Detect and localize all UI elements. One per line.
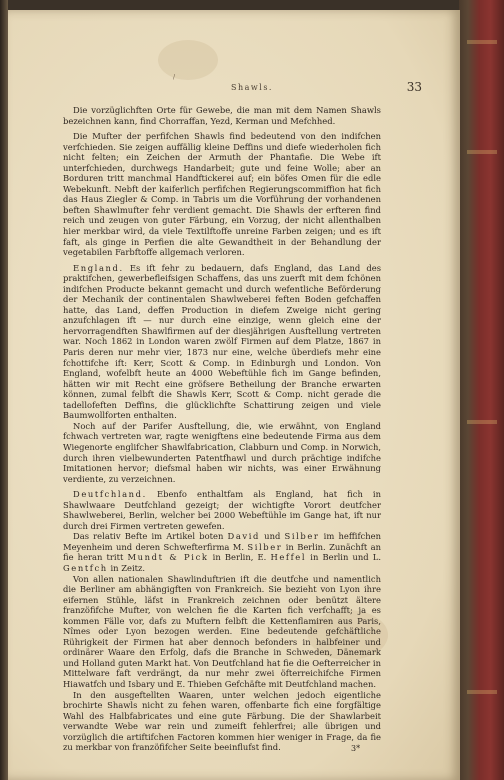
- text-run: Das relativ Befte im Artikel boten: [73, 531, 228, 542]
- text-run: Noch auf der Parifer Ausftellung, die, wie erwähnt, von England fchwach vertreten war, ragte wenigftens eine bedeutende Firma aus dem Wiegenorte englifcher Shawlfabrication, Clabburn und Comp. in Norwich, durch ihren vielbewunderten Patentfhawl und durch prächtige indifche Imitationen hervor; diefsmal haben wir nichts, was einer Erwähnung verdiente, zu verzeichnen.: [63, 420, 381, 484]
- paragraph: [63, 421, 381, 484]
- binding-band: [467, 420, 497, 424]
- text-run: In den ausgeftellten Waaren, unter welchen jedoch eigentliche brochirte Shawls nicht zu fehen waren, offenbarte fich eine forgfältige Wahl des Halbfabricates und eine gute Färbung. Die der Shawlarbeit verwandte Webe war rein und zumeift fehlerfrei; alle übrigen und vorzüglich die artiftifchen Factoren kommen hier weniger in Frage, da fie zu merkbar von franzöfifcher Seite beeinflufst find.: [63, 689, 381, 753]
- text-run: in Berlin. Zunächft an fie heran tritt: [63, 541, 381, 563]
- paragraph: [63, 690, 381, 753]
- book-binding: [459, 0, 504, 780]
- text-run: Von allen nationalen Shawlinduftrien ift die deutfche und namentlich die Berliner am abhängigften von Frankreich. Sie bezieht von Lyon ihre eifernen Stühle, läfst in Frankreich zeichnen oder benützt ältere franzöfifche Mufter, von welchen fie die Karten fich verfchafft; ja es kommen Fälle vor, dafs zu Muftern felbft die Kettenflamiren aus Paris, Nîmes oder Lyon bezogen werden. Eine bedeutende gefchäftliche Rührigkeit der Firmen hat aber dennoch befonders in halbfeiner und ordinärer Waare den Erfolg, dafs die Branche in Schweden, Dänemark und Holland guten Markt hat. Von Deutfchland hat fie die Oefterreicher in Mittelware faft verdrängt, da nur mehr zwei öfterreichifche Firmen Hiawatfch und Isbary und E. Thieben Gefchäfte mit Deutfchland machen.: [63, 573, 381, 689]
- text-run: Es ift fehr zu bedauern, dafs England, das Land des praktifchen, gewerbefleifsigen Schaffens, das uns zuerft mit dem fchönen indifchen Producte bekannt gemacht und durch wefentliche Beförderung der Mechanik der continentalen Shawlweberei feften Boden gefchaffen hatte, das Land, deffen Production in diefem Zweige nicht gering anzufchlagen ift — nur durch eine einzige, wenn gleich eine der hervorragendften Shawlfirmen auf der diesjährigen Ausftellung vertreten war. Noch 1862 in London waren zwölf Firmen auf dem Platze, 1867 in Paris deren nur mehr vier, 1873 nur eine, welche überdiefs mehr eine fchottifche ift: Kerr, Scott & Comp. in Edinburgh und London. Von England, wofelbft heute an 4000 Webeftühle fich im Gange befinden, hätten wir mit Recht eine gröfsere Betheilung der Branche erwarten können, zumal felbft die Shawls Kerr, Scott & Comp. nicht gerade die tadellofeften Deffins, die glücklichfte Schattirung zeigen und viele Baumwollforten enthalten.: [63, 262, 381, 421]
- paragraph: [63, 574, 381, 690]
- spaced-name: Silber: [284, 531, 320, 542]
- text-run: im heffifchen Meyenheim und deren Schwefterfirma M.: [63, 531, 381, 552]
- text-run: in Berlin, E.: [208, 552, 271, 563]
- text-run: Ebenfo enthaltfam als England, hat fich in Shawlwaare Deutfchland gezeigt; der wichtigfte Vorort deutfcher Shawlweberei, Berlin, welcher bei 2000 Webeftühle im Gange hat, ift nur durch drei Firmen vertreten gewefen.: [63, 489, 381, 531]
- paper-stain: [158, 40, 218, 80]
- signature-mark: 3*: [351, 744, 361, 753]
- spaced-name: England.: [73, 262, 124, 273]
- page-number: 33: [406, 80, 422, 94]
- body-text: [63, 105, 381, 753]
- paragraph: [63, 531, 381, 573]
- text-run: in Zeitz.: [107, 562, 146, 573]
- text-run: in Berlin und L.: [306, 552, 381, 563]
- ink-mark: /: [173, 74, 176, 81]
- spaced-name: Heffel: [270, 552, 307, 563]
- paragraph: [63, 105, 381, 126]
- running-head: Shawls.: [231, 83, 273, 92]
- book-edge-left: [0, 0, 8, 780]
- paragraph: [63, 489, 381, 531]
- binding-band: [467, 690, 497, 694]
- spaced-name: Silber: [247, 541, 283, 552]
- spaced-name: Mundt & Pick: [127, 552, 209, 563]
- spaced-name: Gentfch: [63, 562, 108, 573]
- text-run: Die vorzüglichften Orte für Gewebe, die man mit dem Namen Shawls bezeichnen kann, find Chorraffan, Yezd, Kerman und Mefchhed.: [63, 105, 381, 126]
- spaced-name: David: [227, 531, 260, 542]
- binding-band: [467, 150, 497, 154]
- paragraph: [63, 131, 381, 258]
- binding-band: [467, 40, 497, 44]
- spaced-name: Deutfchland.: [73, 489, 147, 500]
- text-run: und: [260, 531, 285, 542]
- text-run: Die Mufter der perfifchen Shawls find bedeutend von den indifchen verfchieden. Sie zeigen auffällig kleine Deffins und diefe wiederholen fich nicht felten; ein Zeichen der Armuth der Phantafie. Die Webe ift unterfchieden, durchwegs Handarbeit; gute und feine Wolle; aber an Borduren tritt manchmal Handftickerei auf; ein böfes Omen für die edle Webekunft. Nebft der kaiferlich perfifchen Regierungscommiffion hat fich das Haus Ziegler & Comp. in Tabris um die Vorführung der vorhandenen beften Shawlmufter fehr verdient gemacht. Die Shawls der erfteren find reich und zeugen von guter Färbung, ein Vorzug, der nicht allenthalben hier merkbar wird, da viele Textilftoffe unreine Farben zeigen; und es ift faft, als ginge in Perfien die alte Gewandtheit in der Behandlung der vegetabilen Farbftoffe allgemach verloren.: [63, 131, 381, 258]
- paragraph: [63, 263, 381, 421]
